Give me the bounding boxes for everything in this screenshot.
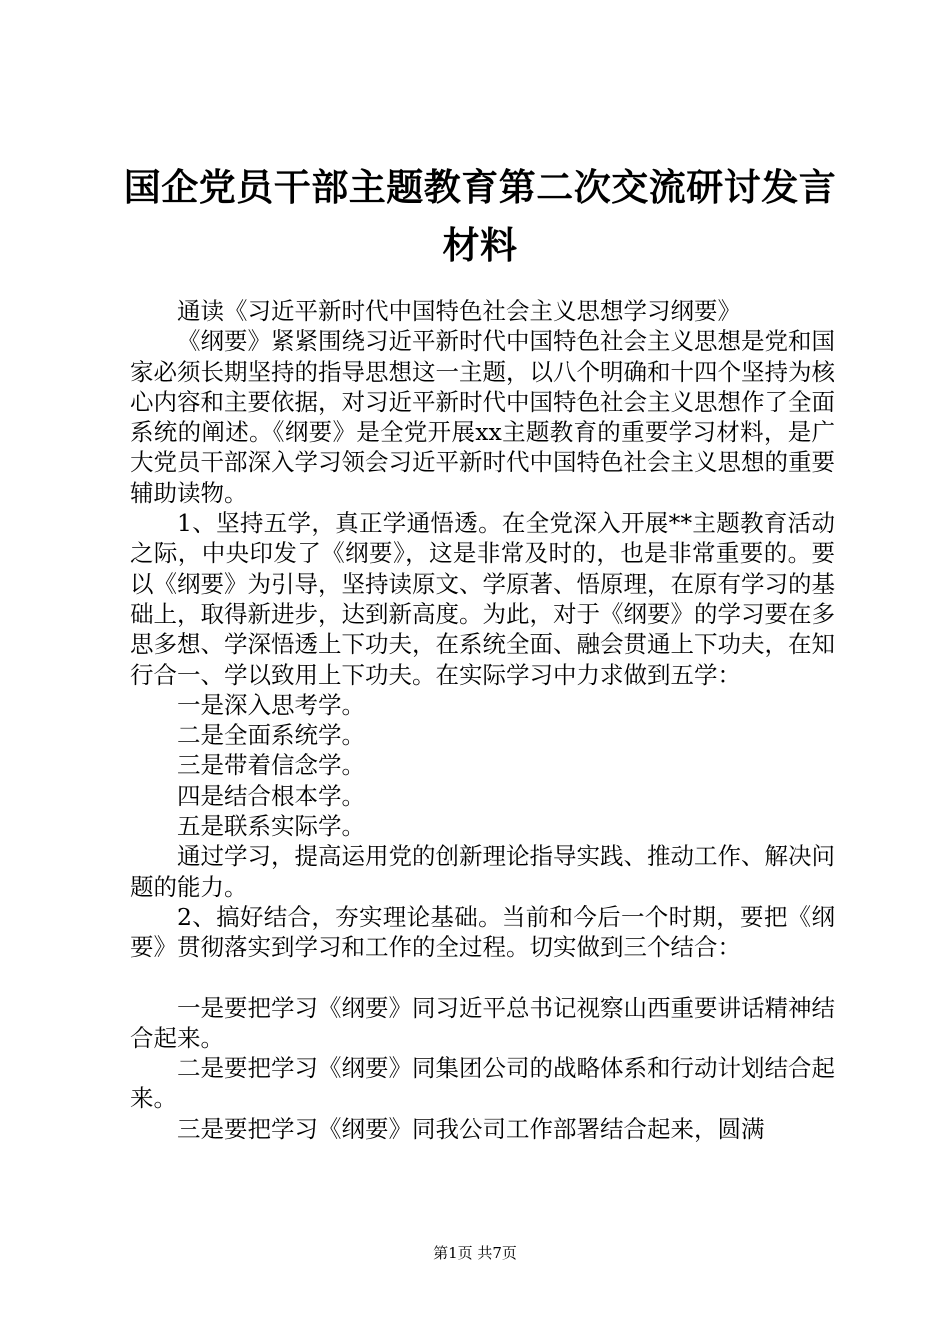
list-item: 四是结合根本学。 xyxy=(177,781,365,810)
list-item: 二是全面系统学。 xyxy=(177,721,365,750)
paragraph: 1、坚持五学，真正学通悟透。在全党深入开展**主题教育活动之际，中央印发了《纲要》，这是非常及时的，也是非常重要的。要以《纲要》为引导，坚持读原文、学原著、悟原理，在原有学习的基础上，取得新进步，达到新高度。为此，对于《纲要》的学习要在多思多想、学深悟透上下功夫，在系统全面、融会贯通上下功夫，在知行合一、学以致用上下功夫。在实际学习中力求做到五学： xyxy=(130,509,835,689)
paragraph: 通过学习，提高运用党的创新理论指导实践、推动工作、解决问题的能力。 xyxy=(130,842,835,901)
document-title: 国企党员干部主题教育第二次交流研讨发言材料 xyxy=(123,165,837,267)
paragraph: 《纲要》紧紧围绕习近平新时代中国特色社会主义思想是党和国家必须长期坚持的指导思想这一主题，以八个明确和十四个坚持为核心内容和主要依据，对习近平新时代中国特色社会主义思想作了全面系统的阐述。《纲要》是全党开展xx主题教育的重要学习材料，是广大党员干部深入学习领会习近平新时代中国特色社会主义思想的重要辅助读物。 xyxy=(130,327,835,507)
document-body xyxy=(130,296,835,1144)
paragraph: 2、搞好结合，夯实理论基础。当前和今后一个时期，要把《纲要》贯彻落实到学习和工作的全过程。切实做到三个结合： xyxy=(130,902,835,962)
paragraph: 通读《习近平新时代中国特色社会主义思想学习纲要》 xyxy=(177,297,741,325)
list-item: 一是深入思考学。 xyxy=(177,690,365,719)
list-item: 二是要把学习《纲要》同集团公司的战略体系和行动计划结合起来。 xyxy=(130,1054,835,1113)
list-item: 三是带着信念学。 xyxy=(177,751,365,780)
list-item: 五是联系实际学。 xyxy=(177,812,365,841)
list-item: 三是要把学习《纲要》同我公司工作部署结合起来，圆满 xyxy=(177,1114,765,1143)
page-number-footer: 第1页 共7页 xyxy=(433,1244,517,1262)
list-item: 一是要把学习《纲要》同习近平总书记视察山西重要讲话精神结合起来。 xyxy=(130,993,835,1052)
